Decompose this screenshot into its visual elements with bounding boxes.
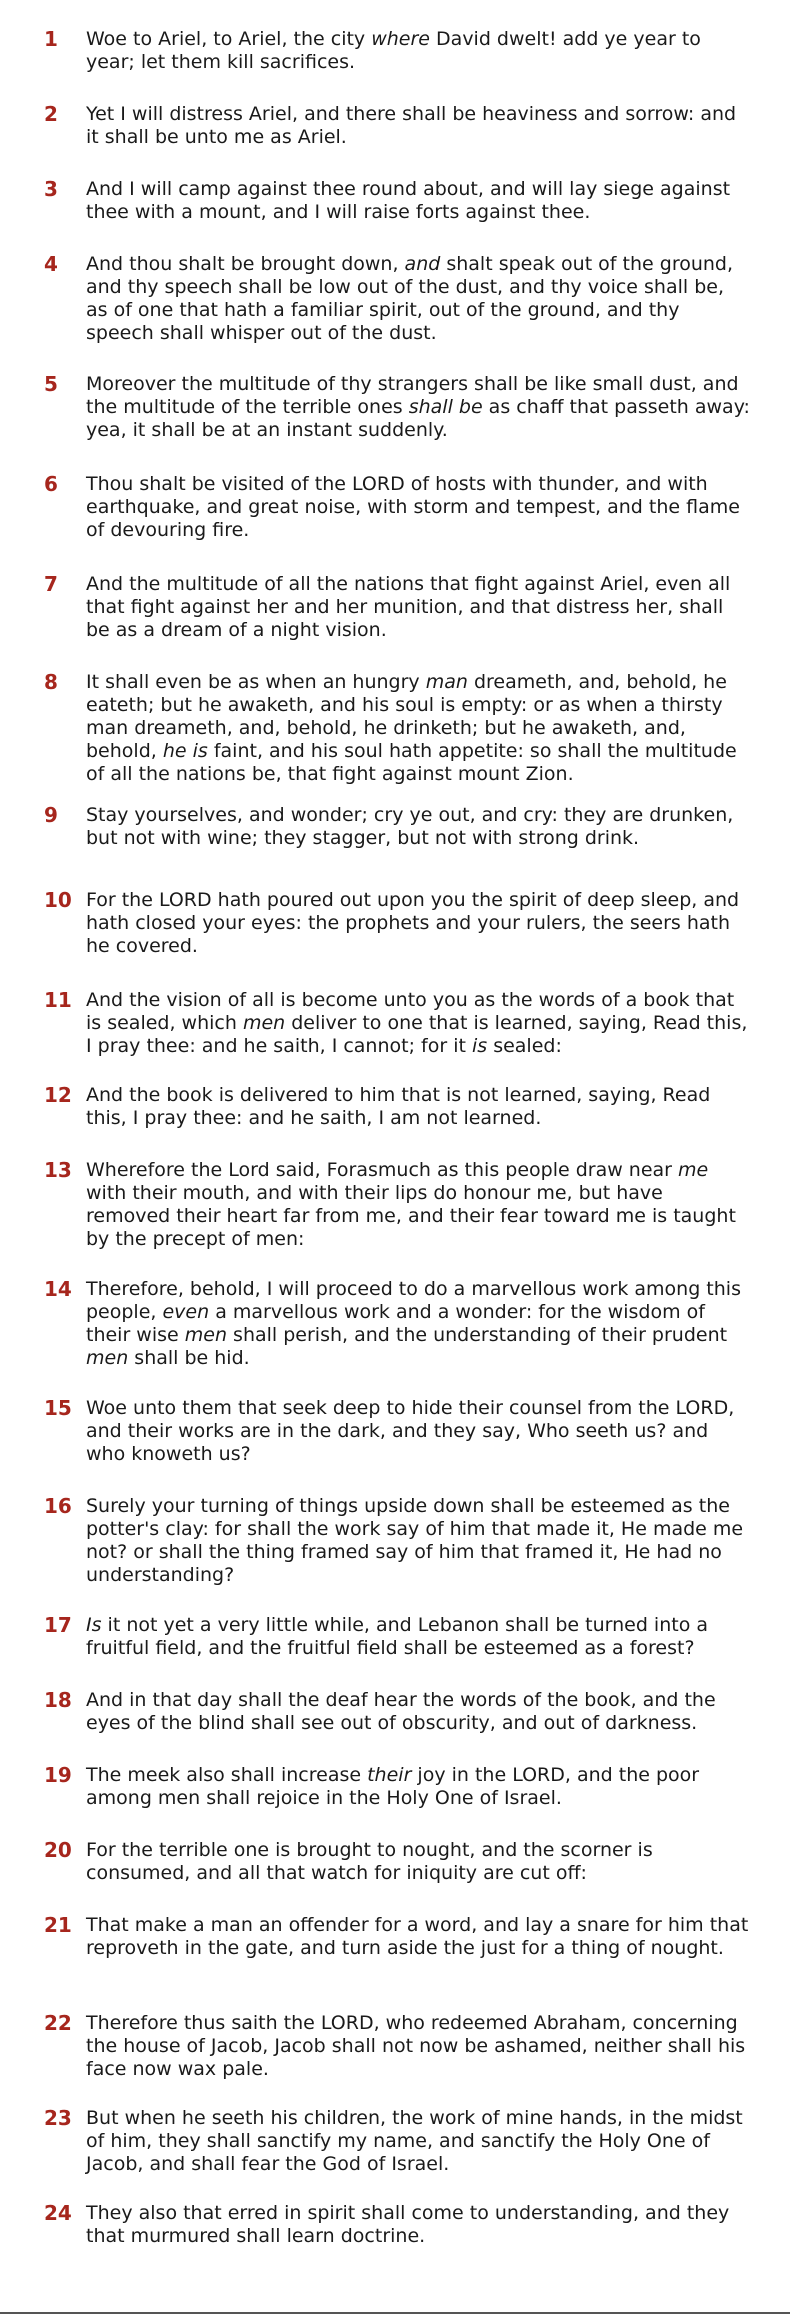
verse-22 — [0, 2012, 790, 2081]
italic-word: me — [678, 1159, 709, 1181]
verse-segment: Therefore thus saith the LORD, who redeemed Abraham, concerning the house of Jacob, Jacob shall not now be ashamed, neither shall his face now wax pale. — [86, 2012, 746, 2080]
verse-9 — [0, 804, 790, 850]
verse-text — [86, 2012, 750, 2081]
verse-7 — [0, 573, 790, 642]
verse-segment: And the multitude of all the nations that fight against Ariel, even all that fight against her and her munition, and that distress her, shall be as a dream of a night vision. — [86, 573, 731, 641]
verse-number: 22 — [44, 2011, 72, 2035]
verse-segment: Therefore, behold, I will proceed to do a marvellous work among this people, — [86, 1278, 741, 1323]
verse-number: 23 — [44, 2106, 72, 2130]
verse-text — [86, 1614, 750, 1660]
verse-segment: But when he seeth his children, the work of mine hands, in the midst of him, they shall sanctify my name, and sanctify the Holy One of Jacob, and shall fear the God of Israel. — [86, 2107, 743, 2175]
italic-word: man — [425, 671, 468, 693]
verse-segment: And thou shalt be brought down, — [86, 253, 405, 275]
verse-segment: Woe to Ariel, to Ariel, the city — [86, 28, 372, 50]
verse-segment: as chaff that passeth away: yea, it shall be at an instant suddenly. — [86, 396, 750, 441]
verse-segment: The meek also shall increase — [86, 1764, 368, 1786]
italic-word: men — [184, 1324, 228, 1346]
verse-2 — [0, 103, 790, 149]
verse-segment: sealed: — [487, 1035, 562, 1057]
verse-text — [86, 1914, 750, 1960]
verse-segment: shall be hid. — [128, 1347, 250, 1369]
verse-number: 11 — [44, 988, 72, 1012]
verse-segment: Thou shalt be visited of the LORD of hosts with thunder, and with earthquake, and great noise, with storm and tempest, and the flame of devouring fire. — [86, 473, 740, 541]
verse-segment: And the vision of all is become unto you as the words of a book that is sealed, which — [86, 989, 735, 1034]
verse-number: 5 — [44, 372, 58, 396]
verse-segment: it not yet a very little while, and Lebanon shall be turned into a fruitful field, and the fruitful field shall be esteemed as a forest? — [86, 1614, 709, 1659]
verse-text — [86, 253, 750, 345]
verse-text — [86, 473, 750, 542]
verse-text — [86, 573, 750, 642]
verse-14 — [0, 1278, 790, 1370]
verse-segment: faint, and his soul hath appetite: so shall the multitude of all the nations be, that fight against mount Zion. — [86, 740, 737, 785]
verse-number: 4 — [44, 252, 58, 276]
verse-segment: shalt speak out of the ground, and thy speech shall be low out of the dust, and thy voice shall be, as of one that hath a familiar spirit, out of the ground, and thy speech shall whisper out of the dust. — [86, 253, 734, 344]
verse-segment: Wherefore the Lord said, Forasmuch as this people draw near — [86, 1159, 679, 1181]
italic-word: and — [404, 253, 441, 275]
italic-word: shall be — [408, 396, 483, 418]
verse-6 — [0, 473, 790, 542]
verse-number: 7 — [44, 572, 58, 596]
verse-number: 1 — [44, 27, 58, 51]
verse-segment: a marvellous work and a wonder: for the wisdom of their wise — [86, 1301, 705, 1346]
verse-8 — [0, 671, 790, 786]
verse-number: 13 — [44, 1158, 72, 1182]
verse-number: 10 — [44, 888, 72, 912]
verse-15 — [0, 1397, 790, 1466]
verse-text — [86, 1397, 750, 1466]
verse-number: 18 — [44, 1688, 72, 1712]
verse-text — [86, 1689, 750, 1735]
verse-1 — [0, 28, 790, 74]
verse-segment: For the terrible one is brought to nought, and the scorner is consumed, and all that watch for iniquity are cut off: — [86, 1839, 653, 1884]
italic-word: men — [86, 1347, 129, 1369]
verse-segment: Yet I will distress Ariel, and there shall be heaviness and sorrow: and it shall be unto me as Ariel. — [86, 103, 737, 148]
verse-segment: And the book is delivered to him that is not learned, saying, Read this, I pray thee: and he saith, I am not learned. — [86, 1084, 711, 1129]
verse-segment: They also that erred in spirit shall come to understanding, and they that murmured shall learn doctrine. — [86, 2202, 730, 2247]
verse-segment: Surely your turning of things upside down shall be esteemed as the potter's clay: for shall the work say of him that made it, He made me not? or shall the thing framed say of him that framed it, He had no understanding? — [86, 1495, 744, 1586]
verse-text — [86, 103, 750, 149]
verse-segment: deliver to one that is learned, saying, Read this, I pray thee: and he saith, I cannot; for it — [86, 1012, 748, 1057]
verse-text — [86, 2202, 750, 2248]
verse-segment: joy in the LORD, and the poor among men shall rejoice in the Holy One of Israel. — [86, 1764, 700, 1809]
verse-20 — [0, 1839, 790, 1885]
italic-word: even — [162, 1301, 210, 1323]
verse-23 — [0, 2107, 790, 2176]
verse-text — [86, 373, 750, 442]
verse-segment: David dwelt! add ye year to year; let them kill sacrifices. — [86, 28, 701, 73]
italic-word: men — [242, 1012, 286, 1034]
verse-number: 8 — [44, 670, 58, 694]
verse-number: 12 — [44, 1083, 72, 1107]
verse-text — [86, 1764, 750, 1810]
verse-11 — [0, 989, 790, 1058]
verse-segment: Stay yourselves, and wonder; cry ye out, and cry: they are drunken, but not with wine; they stagger, but not with strong drink. — [86, 804, 734, 849]
verse-text — [86, 889, 750, 958]
verse-16 — [0, 1495, 790, 1587]
italic-word: he is — [162, 740, 208, 762]
verse-segment: And in that day shall the deaf hear the words of the book, and the eyes of the blind shall see out of obscurity, and out of darkness. — [86, 1689, 716, 1734]
verse-segment: Moreover the multitude of thy strangers shall be like small dust, and the multitude of the terrible ones — [86, 373, 739, 418]
verse-5 — [0, 373, 790, 442]
verse-segment: That make a man an offender for a word, and lay a snare for him that reproveth in the gate, and turn aside the just for a thing of nought. — [86, 1914, 749, 1959]
verse-text — [86, 804, 750, 850]
italic-word: Is — [86, 1614, 102, 1636]
verse-segment: with their mouth, and with their lips do honour me, but have removed their heart far from me, and their fear toward me is taught by the precept of men: — [86, 1182, 736, 1250]
verse-3 — [0, 178, 790, 224]
verse-12 — [0, 1084, 790, 1130]
verse-17 — [0, 1614, 790, 1660]
verse-number: 9 — [44, 803, 58, 827]
verse-segment: And I will camp against thee round about, and will lay siege against thee with a mount, and I will raise forts against thee. — [86, 178, 731, 223]
verse-number: 24 — [44, 2201, 72, 2225]
verse-number: 16 — [44, 1494, 72, 1518]
verse-4 — [0, 253, 790, 345]
verse-number: 20 — [44, 1838, 72, 1862]
verse-19 — [0, 1764, 790, 1810]
verse-text — [86, 178, 750, 224]
verse-text — [86, 28, 750, 74]
verse-text — [86, 1839, 750, 1885]
verse-number: 21 — [44, 1913, 72, 1937]
verse-21 — [0, 1914, 790, 1960]
verse-24 — [0, 2202, 790, 2248]
verse-segment: For the LORD hath poured out upon you the spirit of deep sleep, and hath closed your eyes: the prophets and your rulers, the seers hath he covered. — [86, 889, 740, 957]
italic-word: is — [471, 1035, 488, 1057]
verse-10 — [0, 889, 790, 958]
verse-segment: dreameth, and, behold, he eateth; but he awaketh, and his soul is empty: or as when a thirsty man dreameth, and, behold, he drinketh; but he awaketh, and, behold, — [86, 671, 727, 762]
italic-word: their — [367, 1764, 412, 1786]
verse-segment: It shall even be as when an hungry — [86, 671, 426, 693]
verse-text — [86, 1278, 750, 1370]
verse-text — [86, 989, 750, 1058]
verse-number: 14 — [44, 1277, 72, 1301]
verse-number: 15 — [44, 1396, 72, 1420]
verse-segment: shall perish, and the understanding of their prudent — [227, 1324, 728, 1346]
verse-number: 3 — [44, 177, 58, 201]
italic-word: where — [371, 28, 430, 50]
verse-text — [86, 1084, 750, 1130]
verse-13 — [0, 1159, 790, 1251]
verse-number: 17 — [44, 1613, 72, 1637]
bottom-divider — [0, 2312, 790, 2314]
verse-number: 6 — [44, 472, 58, 496]
verse-text — [86, 1159, 750, 1251]
verse-text — [86, 2107, 750, 2176]
verse-text — [86, 671, 750, 786]
verse-text — [86, 1495, 750, 1587]
verse-segment: Woe unto them that seek deep to hide their counsel from the LORD, and their works are in the dark, and they say, Who seeth us? and who knoweth us? — [86, 1397, 735, 1465]
verse-18 — [0, 1689, 790, 1735]
verse-number: 2 — [44, 102, 58, 126]
verse-number: 19 — [44, 1763, 72, 1787]
